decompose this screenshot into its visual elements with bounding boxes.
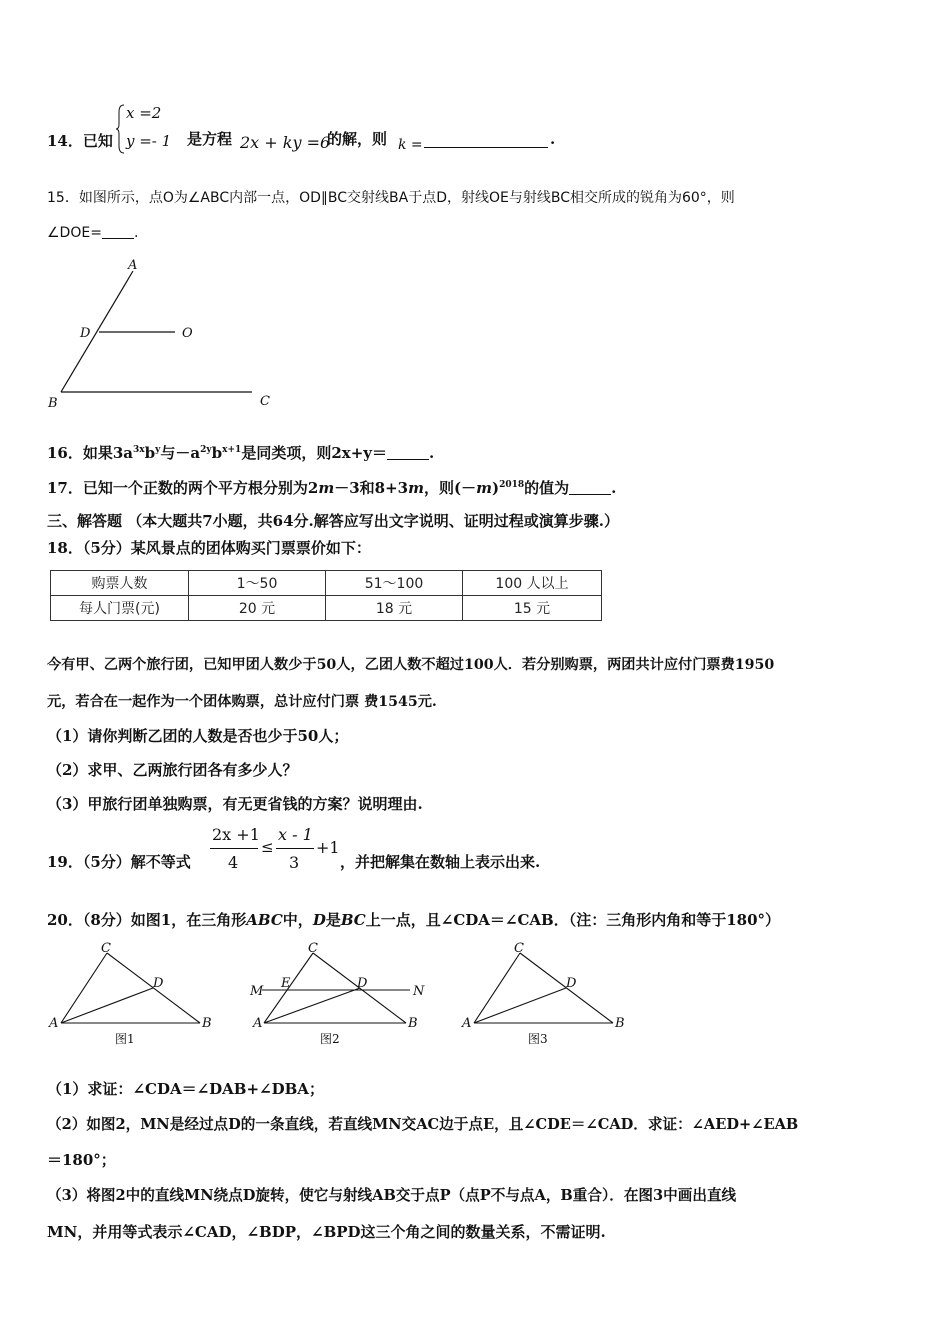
q20-figure-1	[45, 940, 225, 1050]
q15-line2	[47, 225, 138, 241]
q15-label-a: A	[128, 258, 138, 273]
fig1-side-ac	[61, 953, 107, 1023]
fig2-label-c: C	[308, 941, 318, 956]
q20-mid: 中，	[282, 911, 313, 929]
fig3-label-c: C	[514, 941, 524, 956]
q17-mid3: )	[491, 479, 500, 497]
q17-m2: m	[408, 479, 424, 497]
q19-tail: ，并把解集在数轴上表示出来.	[340, 853, 541, 871]
q14-end: .	[550, 130, 556, 148]
q20-is: 是	[325, 911, 341, 929]
q19-denominator1: 4	[228, 853, 239, 872]
q15-end: .	[133, 225, 139, 241]
q17-m3: m	[476, 479, 492, 497]
fig1-label-c: C	[101, 941, 111, 956]
q16-post: 是同类项，则2x+y＝	[241, 444, 387, 462]
q15-label-o: O	[182, 326, 193, 341]
q14-k: k =	[398, 137, 423, 153]
fig2-label-e: E	[281, 976, 291, 991]
q16-sup3: 2y	[200, 445, 212, 455]
q15-label-d: D	[80, 326, 91, 341]
q20-sub1: （1）求证：∠CDA＝∠DAB+∠DBA；	[47, 1080, 324, 1098]
q14-answer-blank	[424, 132, 548, 150]
fig1-label-d: D	[153, 976, 164, 991]
fig3-segment-ad	[474, 988, 566, 1023]
fig1-label-b: B	[202, 1016, 212, 1031]
fig3-label-b: B	[615, 1016, 625, 1031]
ticket-price-table	[50, 570, 602, 621]
table-row	[51, 596, 602, 621]
table-cell: 每人门票(元)	[51, 596, 189, 621]
q15-answer-blank	[102, 238, 134, 239]
fig2-label-a: A	[253, 1016, 263, 1031]
q17-post: 的值为	[524, 479, 570, 497]
q18-sub2: （2）求甲、乙两旅行团各有多少人？	[47, 761, 298, 779]
q20-figure-2	[248, 940, 438, 1050]
q20-bc: BC	[340, 911, 366, 929]
table-row	[51, 571, 602, 596]
q20-sub2-cont: ＝180°；	[47, 1151, 116, 1169]
section-3-heading: 三、解答题 （本大题共7小题，共64分.解答应写出文字说明、证明过程或演算步骤.）	[47, 512, 619, 530]
q14-tail-text: 的解，则	[327, 130, 388, 148]
fig2-label-d: D	[357, 976, 368, 991]
q19-fraction-bar1	[210, 848, 258, 849]
q15-angle-label: ∠DOE=	[47, 225, 102, 241]
q16-b2: b	[211, 444, 223, 462]
q16-end: .	[428, 444, 435, 462]
q19-leq: ≤	[261, 838, 274, 856]
fig3-label-d: D	[566, 976, 577, 991]
fig2-label-b: B	[408, 1016, 418, 1031]
table-cell: 51～100	[326, 571, 463, 596]
fig2-label-n: N	[413, 984, 425, 999]
q17-answer-blank	[569, 494, 611, 495]
table-cell: 100 人以上	[463, 571, 602, 596]
table-cell: 18 元	[326, 596, 463, 621]
fig3-side-ac	[474, 953, 520, 1023]
q17-end: .	[611, 479, 617, 497]
q17-mid1: －3和8+3	[334, 479, 409, 497]
q19-fraction-bar2	[276, 848, 314, 849]
q20-post: 上一点，且∠CDA＝∠CAB．（注：三角形内角和等于180°）	[365, 911, 781, 929]
q19-heading: 19．（5分）解不等式	[47, 853, 191, 871]
q19-numerator2: x - 1	[278, 825, 313, 844]
q18-heading: 18．（5分）某风景点的团体购买门票票价如下：	[47, 539, 371, 557]
q20-abc: ABC	[246, 911, 283, 929]
q16-line	[47, 442, 434, 463]
fig1-segment-ad	[61, 988, 153, 1023]
fig1-label-a: A	[49, 1016, 59, 1031]
q16-b1: b	[144, 444, 156, 462]
q16-pre: 16．如果3a	[47, 444, 134, 462]
q16-mid: 与－a	[160, 444, 201, 462]
table-cell: 20 元	[189, 596, 326, 621]
q20-sub3-cont: MN，并用等式表示∠CAD，∠BDP，∠BPD这三个角之间的数量关系，不需证明.	[47, 1223, 606, 1241]
q20-sub3: （3）将图2中的直线MN绕点D旋转，使它与射线AB交于点P（点P不与点A，B重合）．在图3中画出直线	[47, 1187, 737, 1204]
q14-mid-text: 是方程	[187, 130, 233, 148]
fig3-label-a: A	[462, 1016, 472, 1031]
fig2-label-m: M	[250, 984, 264, 999]
fig2-caption: 图2	[320, 1032, 340, 1046]
fig1-caption: 图1	[115, 1032, 135, 1046]
q15-label-c: C	[260, 394, 270, 409]
q14-equation: 2x + ky =6	[240, 133, 331, 152]
q16-sup1: 3x	[133, 445, 145, 455]
q18-sub1: （1）请你判断乙团的人数是否也少于50人；	[47, 727, 349, 745]
q20-sub2: （2）如图2，MN是经过点D的一条直线，若直线MN交AC边于点E，且∠CDE＝∠CAD．求证：∠AED+∠EAB	[47, 1116, 799, 1133]
q20-pre: 20．（8分）如图1，在三角形	[47, 911, 247, 929]
table-cell: 15 元	[463, 596, 602, 621]
q17-m1: m	[318, 479, 335, 497]
q16-sup2: y	[155, 445, 161, 455]
q14-system-x: x =2	[126, 104, 162, 122]
q19-numerator1: 2x +1	[212, 825, 260, 844]
q19-denominator2: 3	[289, 853, 300, 872]
q14-number: 14．已知	[47, 132, 113, 150]
q16-answer-blank	[387, 459, 429, 460]
fig3-caption: 图3	[528, 1032, 548, 1046]
q20-figure-3	[458, 940, 638, 1050]
q16-sup4: x+1	[222, 445, 242, 455]
q17-pre: 17．已知一个正数的两个平方根分别为2	[47, 479, 319, 497]
q14-system-y: y =- 1	[126, 132, 172, 150]
q19-plus-one: +1	[316, 838, 340, 857]
q17-mid2: ，则(－	[423, 479, 477, 497]
q20-d: D	[312, 911, 326, 929]
q15-label-b: B	[48, 396, 58, 411]
q18-sub3: （3）甲旅行团单独购票，有无更省钱的方案？说明理由.	[47, 795, 423, 813]
q15-figure	[40, 255, 280, 415]
q18-para-line1: 今有甲、乙两个旅行团，已知甲团人数少于50人，乙团人数不超过100人．若分别购票，两团共计应付门票费1950	[47, 657, 775, 673]
table-cell: 1～50	[189, 571, 326, 596]
table-cell: 购票人数	[51, 571, 189, 596]
q20-heading	[47, 909, 780, 930]
q18-para-line2: 元，若合在一起作为一个团体购票，总计应付门票 费1545元.	[47, 694, 437, 710]
q17-exponent: 2018	[499, 480, 525, 490]
q15-line1: 15．如图所示，点O为∠ABC内部一点，OD∥BC交射线BA于点D，射线OE与射线BC相交所成的锐角为60°，则	[47, 190, 735, 206]
brace-icon	[116, 104, 126, 154]
q17-line	[47, 477, 616, 498]
fig2-segment-ad	[264, 988, 360, 1023]
